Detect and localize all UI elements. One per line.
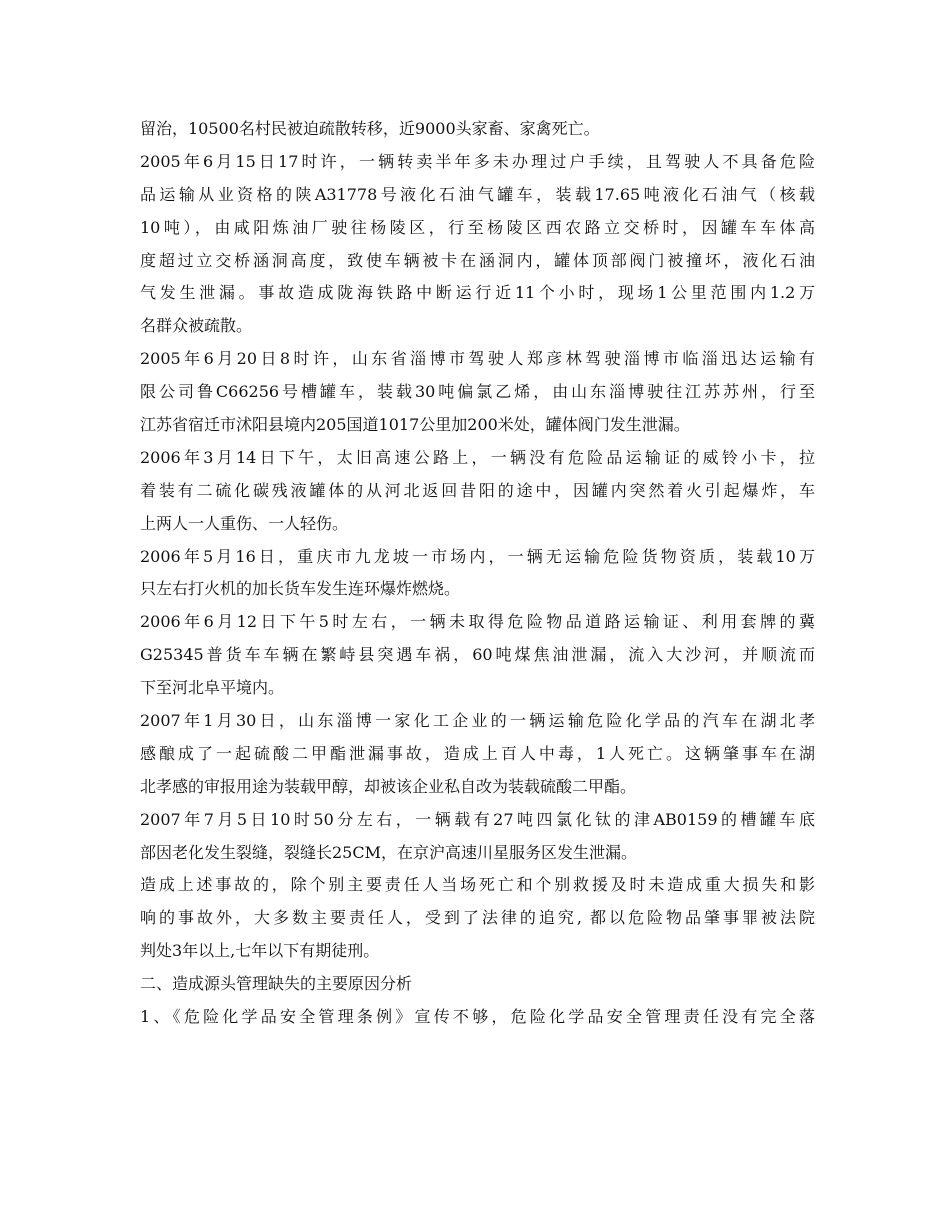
text-line: 名群众被疏散。	[140, 316, 253, 336]
text-line: 感酿成了一起硫酸二甲酯泄漏事故，造成上百人中毒，1人死亡。这辆肇事车在湖	[140, 743, 815, 763]
text-line: 二、造成源头管理缺失的主要原因分析	[140, 974, 413, 994]
text-line: 部因老化发生裂缝，裂缝长25CM，在京沪高速川星服务区发生泄漏。	[140, 842, 637, 862]
text-line: 江苏省宿迁市沭阳县境内205国道1017公里加200米处，罐体阀门发生泄漏。	[140, 415, 690, 435]
text-line: 2006年6月12日下午5时左右，一辆未取得危险物品道路运输证、利用套牌的冀	[140, 612, 815, 632]
text-line: 留治，10500名村民被迫疏散转移，近9000头家畜、家禽死亡。	[140, 119, 600, 138]
text-line: 2005年6月15日17时许，一辆转卖半年多未办理过户手续，且驾驶人不具备危险	[140, 151, 815, 171]
text-line: 上两人一人重伤、一人轻伤。	[140, 513, 349, 533]
text-line: 判处3年以上,七年以下有期徒刑。	[140, 941, 380, 961]
text-line: 2007年7月5日10时50分左右，一辆载有27吨四氯化钛的津AB0159的槽罐车底	[140, 809, 815, 829]
text-line: 气发生泄漏。事故造成陇海铁路中断运行近11个小时，现场1公里范围内1.2万	[140, 283, 815, 303]
text-line: 下至河北阜平境内。	[140, 678, 285, 698]
text-line: 响的事故外，大多数主要责任人，受到了法律的追究, 都以危险物品肇事罪被法院	[140, 908, 815, 928]
text-line: 只左右打火机的加长货车发生连环爆炸燃烧。	[140, 579, 461, 599]
text-line: 2007年1月30日，山东淄博一家化工企业的一辆运输危险化学品的汽车在湖北孝	[140, 711, 815, 731]
document-body	[140, 113, 815, 1034]
text-line: 造成上述事故的，除个别主要责任人当场死亡和个别救援及时未造成重大损失和影	[140, 875, 815, 895]
text-line: G25345普货车车辆在繁峙县突遇车祸，60吨煤焦油泄漏，流入大沙河，并顺流而	[140, 645, 815, 665]
text-line: 限公司鲁C66256号槽罐车，装载30吨偏氯乙烯，由山东淄博驶往江苏苏州，行至	[140, 382, 815, 402]
text-line: 10吨），由咸阳炼油厂驶往杨陵区，行至杨陵区西农路立交桥时，因罐车车体高	[140, 217, 815, 237]
text-line: 2005年6月20日8时许，山东省淄博市驾驶人郑彦林驾驶淄博市临淄迅达运输有	[140, 349, 815, 369]
text-line: 着装有二硫化碳残液罐体的从河北返回昔阳的途中，因罐内突然着火引起爆炸，车	[140, 480, 815, 500]
text-line: 品运输从业资格的陕A31778号液化石油气罐车，装载17.65吨液化石油气（核载	[140, 184, 815, 204]
text-line: 度超过立交桥涵洞高度，致使车辆被卡在涵洞内，罐体顶部阀门被撞坏，液化石油	[140, 250, 815, 270]
text-line: 2006年5月16日，重庆市九龙坡一市场内，一辆无运输危险货物资质，装载10万	[140, 546, 815, 566]
text-line: 北孝感的审报用途为装载甲醇，却被该企业私自改为装载硫酸二甲酯。	[140, 776, 637, 796]
text-line: 1、《危险化学品安全管理条例》宣传不够，危险化学品安全管理责任没有完全落	[140, 1007, 815, 1027]
text-line: 2006年3月14日下午，太旧高速公路上，一辆没有危险品运输证的威铃小卡，拉	[140, 447, 815, 467]
